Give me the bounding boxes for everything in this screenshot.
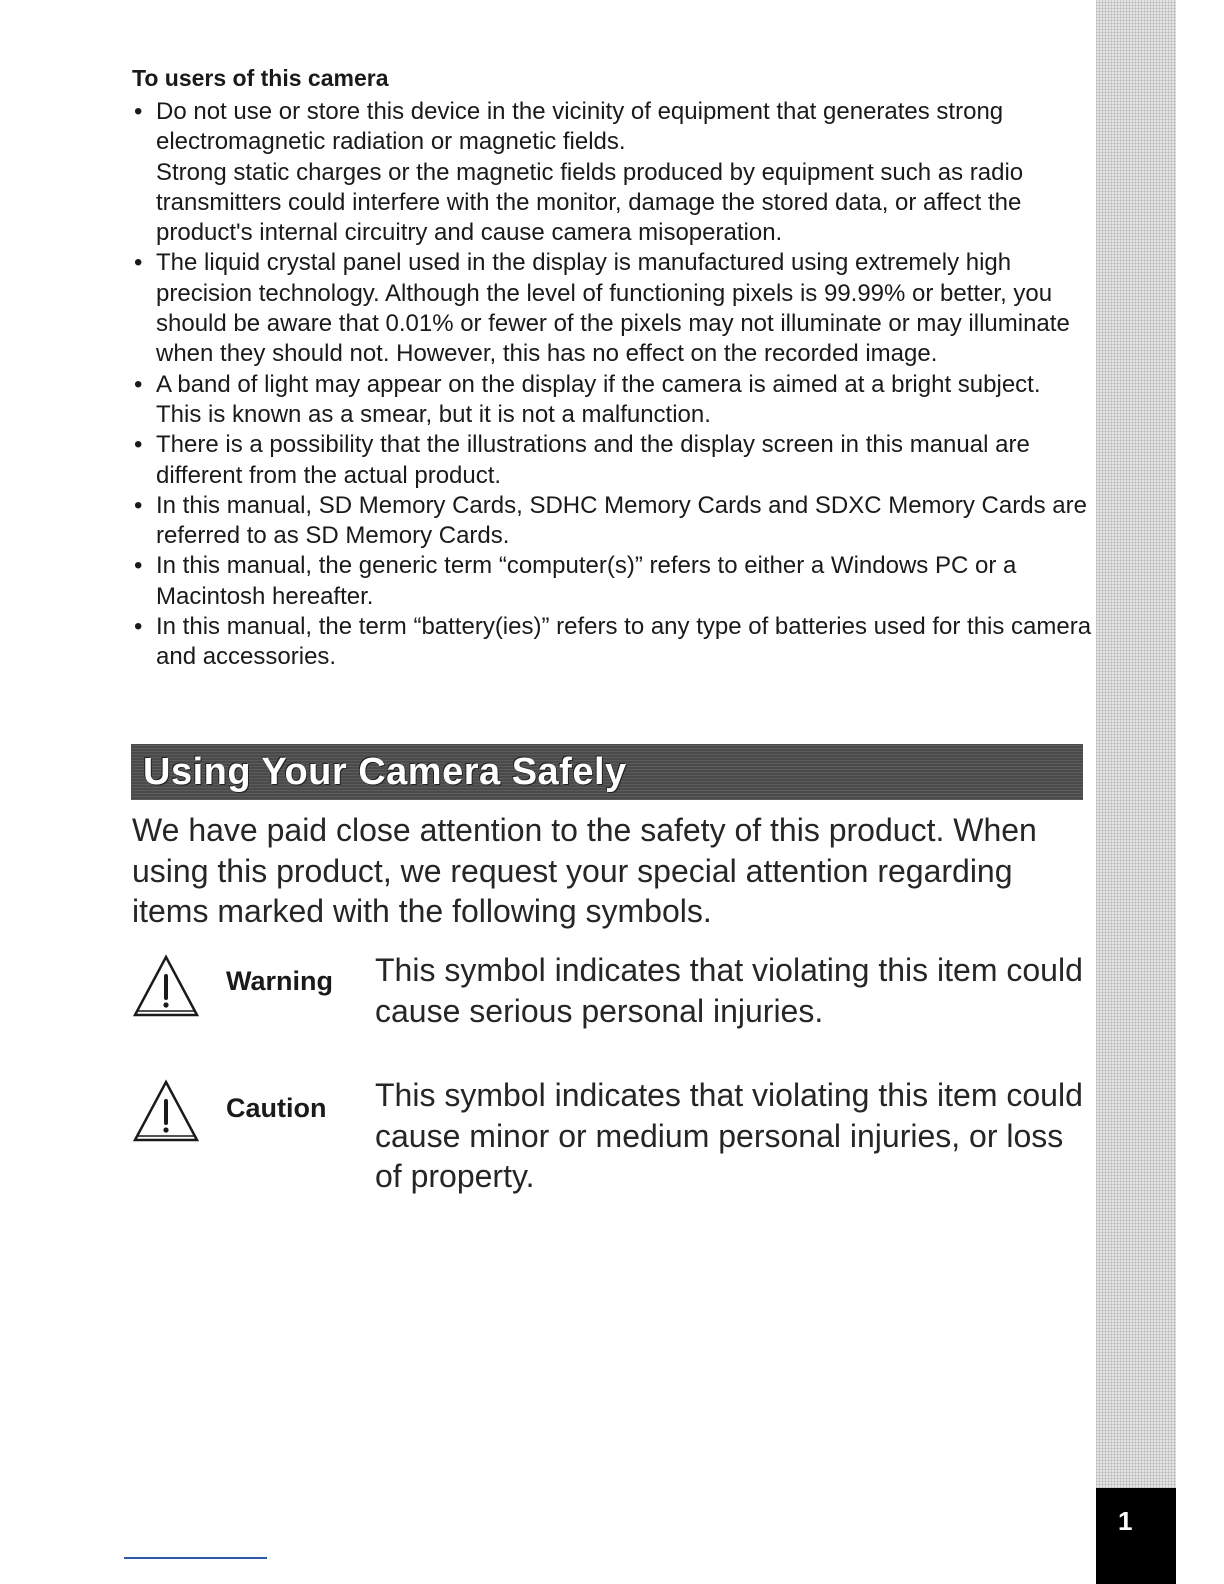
list-item-text: • There is a possibility that the illustrations and the display screen in this manual are different from the actual product. <box>156 431 1030 489</box>
list-item-text: • Do not use or store this device in the vicinity of equipment that generates strong electromagnetic radiation or magnetic fields. <box>156 98 1004 156</box>
warning-label: Warning <box>226 966 333 996</box>
footer-rule <box>124 1557 267 1559</box>
list-item-text: • In this manual, the generic term “computer(s)” refers to either a Windows PC or a Macintosh hereafter. <box>156 552 1017 610</box>
list-item <box>132 97 1092 248</box>
list-item <box>132 370 1092 431</box>
warning-description: This symbol indicates that violating this item could cause serious personal injuries. <box>375 952 1083 1029</box>
section-title: Using Your Camera Safely <box>131 744 1083 800</box>
intro-heading: To users of this camera <box>132 65 389 91</box>
list-item <box>132 430 1092 491</box>
side-index-strip <box>1096 0 1176 1584</box>
notes-list <box>132 97 1092 673</box>
page-number-tab <box>1096 1488 1176 1584</box>
caution-triangle-icon <box>132 1079 200 1143</box>
list-item-text: • In this manual, SD Memory Cards, SDHC Memory Cards and SDXC Memory Cards are referred to as SD Memory Cards. <box>156 491 1087 550</box>
safety-intro: We have paid close attention to the safety of this product. When using this product, we request your special attention regarding items marked with the following symbols. <box>132 812 1037 929</box>
list-item-text: • The liquid crystal panel used in the display is manufactured using extremely high precision technology. Although the level of functioning pixels is 99.99% or better, you should be aware that 0.01% or fewer of the pixels may not illuminate or may illuminate when they should not. However, this has no effect on the recorded image. <box>156 249 1070 368</box>
caution-description: This symbol indicates that violating this item could cause minor or medium personal injuries, or loss of property. <box>375 1077 1083 1194</box>
list-item-text: • In this manual, the term “battery(ies)” refers to any type of batteries used for this camera and accessories. <box>156 613 1092 671</box>
list-item <box>132 248 1092 369</box>
list-item <box>132 551 1092 612</box>
list-item <box>132 491 1092 552</box>
list-item <box>132 612 1092 673</box>
caution-label: Caution <box>226 1093 327 1123</box>
warning-triangle-icon <box>132 954 200 1018</box>
page-number: 1 <box>1118 1506 1133 1536</box>
list-item-text: • A band of light may appear on the display if the camera is aimed at a bright subject. This is known as a smear, but it is not a malfunction. <box>156 370 1041 428</box>
list-item-continuation: Strong static charges or the magnetic fields produced by equipment such as radio transmitters could interfere with the monitor, damage the stored data, or affect the product's internal circuitry and cause camera misoperation. <box>156 158 1024 247</box>
